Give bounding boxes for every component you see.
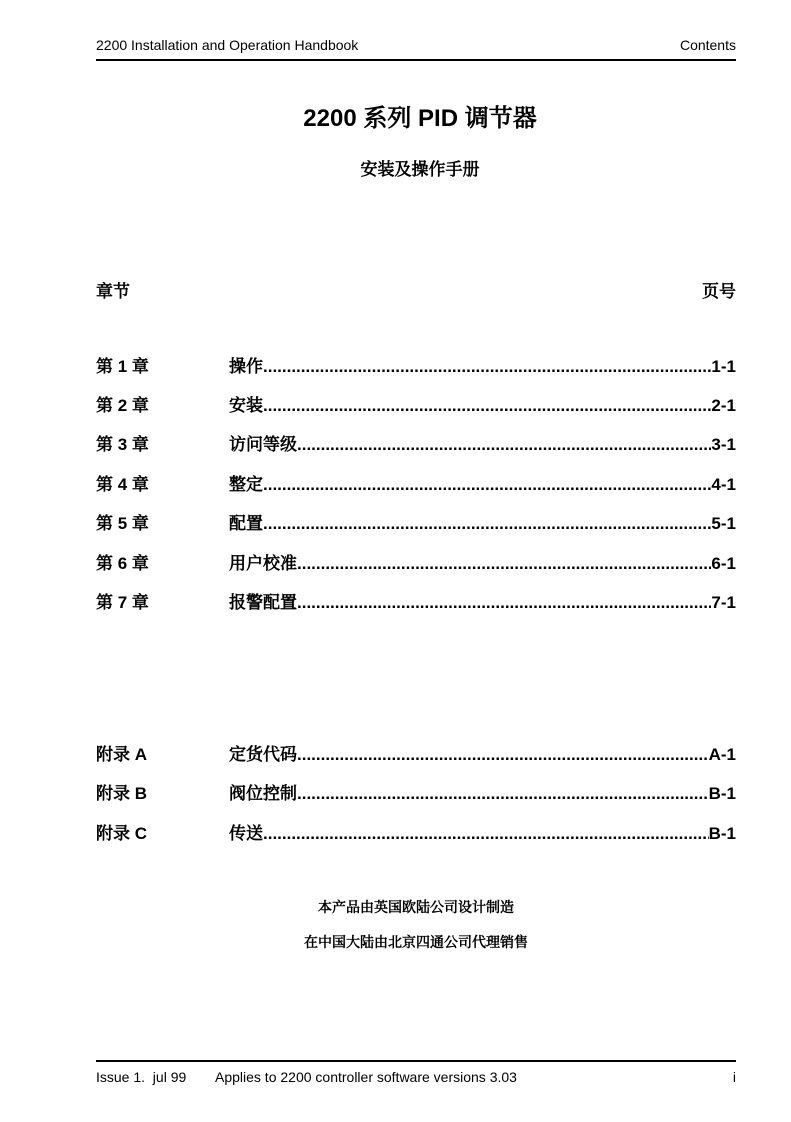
dot-leader [263,357,711,377]
footer-issue: Issue 1. jul 99 [96,1069,187,1085]
toc-entry-chapter-1[interactable] [96,352,736,376]
dot-leader [297,784,709,804]
toc-entry-number: 第 3 章 [96,435,149,454]
dot-leader [263,514,711,534]
toc-entry-chapter-5[interactable] [96,509,736,533]
toc-entry-chapter-4[interactable] [96,470,736,494]
toc-entry-number: 附录 B [96,784,147,803]
dot-leader [263,396,711,416]
toc-entry-chapter-3[interactable] [96,430,736,454]
toc-entry-page: A-1 [708,745,736,764]
toc-entry-title: 操作 [229,357,263,376]
dot-leader [263,475,711,495]
running-header-section: Contents [679,37,736,53]
page-number: i [732,1069,736,1085]
dot-leader [297,554,711,574]
column-heading-page: 页号 [702,282,736,301]
toc-entry-number: 第 2 章 [96,396,149,415]
toc-entry-title: 整定 [229,475,263,494]
toc-entry-chapter-7[interactable] [96,588,736,612]
document-title: 2200 系列 PID 调节器 [303,105,537,132]
toc-entry-title: 阀位控制 [229,784,297,803]
toc-entry-page: 6-1 [711,554,736,573]
dot-leader [297,745,709,765]
toc-entry-number: 附录 A [96,745,147,764]
toc-entry-page: 2-1 [711,396,736,415]
toc-entry-page: 5-1 [711,514,736,533]
toc-entry-number: 第 4 章 [96,475,149,494]
toc-entry-title: 访问等级 [229,435,297,454]
toc-entry-page: B-1 [708,824,736,843]
toc-entry-title: 配置 [229,514,263,533]
dot-leader [297,593,711,613]
toc-entry-appendix-c[interactable] [96,819,736,843]
toc-entry-page: 1-1 [711,357,736,376]
document-subtitle: 安装及操作手册 [360,160,480,179]
toc-entry-title: 定货代码 [229,745,297,764]
dot-leader [297,435,711,455]
toc-entry-number: 附录 C [96,824,147,843]
column-heading-section: 章节 [96,282,130,301]
toc-entry-page: 7-1 [711,593,736,612]
manufacturer-note: 本产品由英国欧陆公司设计制造 [318,899,514,915]
toc-entry-number: 第 7 章 [96,593,149,612]
toc-entry-appendix-b[interactable] [96,779,736,803]
toc-entry-chapter-2[interactable] [96,391,736,415]
toc-entry-appendix-a[interactable] [96,740,736,764]
toc-entry-title: 传送 [229,824,263,843]
toc-entry-page: B-1 [708,784,736,803]
toc-entry-title: 报警配置 [229,593,297,612]
toc-entry-number: 第 5 章 [96,514,149,533]
toc-entry-title: 用户校准 [229,554,297,573]
distributor-note: 在中国大陆由北京四通公司代理销售 [304,934,528,950]
footer-divider [96,1060,736,1062]
toc-entry-page: 4-1 [711,475,736,494]
toc-entry-number: 第 1 章 [96,357,149,376]
toc-entry-page: 3-1 [711,435,736,454]
toc-entry-number: 第 6 章 [96,554,149,573]
toc-entry-chapter-6[interactable] [96,549,736,573]
running-header-title: 2200 Installation and Operation Handbook [96,37,359,53]
header-divider [96,59,736,61]
toc-entry-title: 安装 [229,396,263,415]
footer-applies-to: Applies to 2200 controller software versions 3.03 [215,1069,517,1085]
dot-leader [263,824,709,844]
